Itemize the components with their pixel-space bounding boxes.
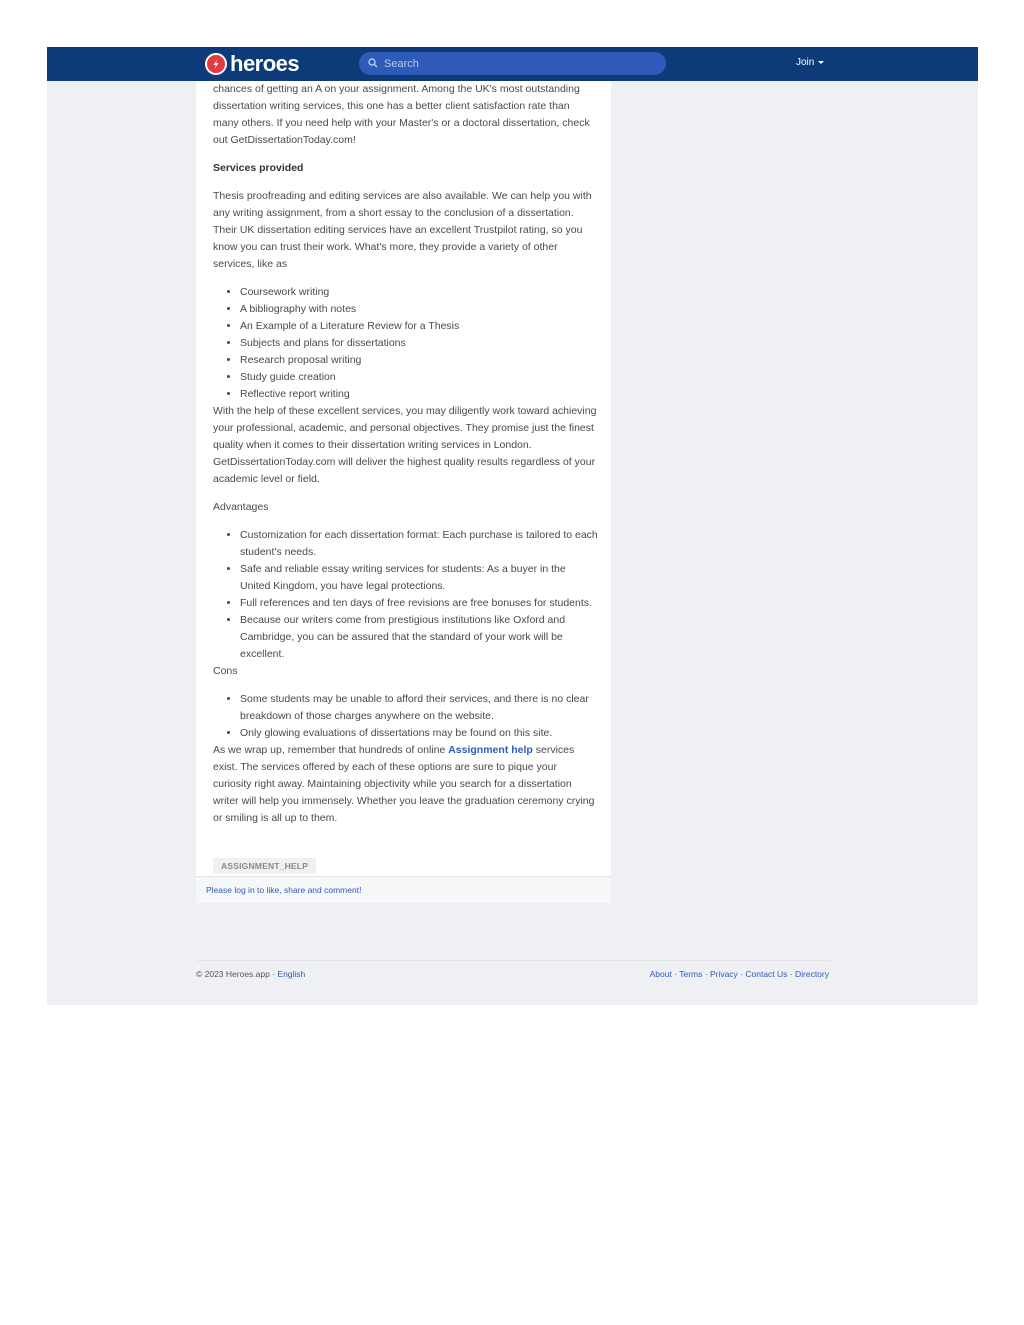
list-item: • Only glowing evaluations of dissertations may be found on this site. <box>240 725 598 742</box>
post-content <box>213 81 598 838</box>
footer-link-terms[interactable]: Terms <box>679 969 703 979</box>
list-item: • Full references and ten days of free revisions are free bonuses for students. <box>240 595 598 612</box>
separator: · <box>787 969 795 979</box>
cons-heading: Cons <box>213 665 238 677</box>
advantages-heading: Advantages <box>213 501 269 513</box>
join-label: Join <box>796 57 815 68</box>
caret-down-icon <box>818 61 824 64</box>
services-heading: Services provided <box>213 162 304 174</box>
separator: · <box>702 969 710 979</box>
list-item: • An Example of a Literature Review for a Thesis <box>240 318 598 335</box>
compass-icon <box>205 53 227 75</box>
search-icon <box>368 55 378 73</box>
browser-viewport <box>47 47 978 1005</box>
list-item: • Some students may be unable to afford their services, and there is no clear breakdown of those charges anywhere on the website. <box>240 691 598 725</box>
top-navbar <box>47 47 978 81</box>
footer-link-privacy[interactable]: Privacy <box>709 969 738 979</box>
footer-links <box>650 969 829 979</box>
conclusion-text-end: services exist. The services offered by each of these options are sure to pique your curiosity right away. Maintaining objectivity while you search for a dissertation writer will help you immensely. Whether you leave the graduation ceremony crying or smiling is all up to them. <box>213 744 595 824</box>
search-input[interactable] <box>384 58 654 70</box>
services-list <box>213 284 598 403</box>
paragraph-help: With the help of these excellent services, you may diligently work toward achieving your professional, academic, and personal objectives. They promise just the finest quality when it comes to their dissertation writing services in London. GetDissertationToday.com will deliver the highest quality results regardless of your academic level or field. <box>213 405 597 485</box>
paragraph-services: Thesis proofreading and editing services are also available. We can help you with any writing assignment, from a short essay to the conclusion of a dissertation. Their UK dissertation editing services have an excellent Trustpilot rating, so you know you can trust their work. What's more, they provide a variety of other services, like as <box>213 190 592 270</box>
hashtag-chip[interactable]: ASSIGNMENT_HELP <box>213 858 316 874</box>
heroes-logo[interactable] <box>205 52 299 76</box>
list-item: • Research proposal writing <box>240 352 598 369</box>
separator: · <box>269 969 278 979</box>
language-link[interactable]: English <box>277 969 306 979</box>
list-item: • Safe and reliable essay writing services for students: As a buyer in the United Kingdom, you have legal protections. <box>240 561 598 595</box>
list-item: • Reflective report writing <box>240 386 598 403</box>
footer-link-directory[interactable]: Directory <box>794 969 829 979</box>
footer-left <box>196 969 305 979</box>
post-card <box>196 81 611 903</box>
list-item: • A bibliography with notes <box>240 301 598 318</box>
page-footer <box>196 960 829 979</box>
list-item: • Subjects and plans for dissertations <box>240 335 598 352</box>
paragraph-conclusion <box>213 742 598 827</box>
assignment-help-link[interactable]: Assignment help <box>448 744 533 756</box>
separator: · <box>737 969 746 979</box>
join-dropdown[interactable] <box>796 57 824 68</box>
copyright-text: © 2023 Heroes.app <box>196 969 270 979</box>
footer-link-about[interactable]: About <box>649 969 672 979</box>
search-box[interactable] <box>359 52 666 75</box>
separator: · <box>671 969 680 979</box>
login-prompt[interactable]: Please log in to like, share and comment! <box>196 876 611 903</box>
footer-link-contact[interactable]: Contact Us <box>745 969 788 979</box>
list-item: • Coursework writing <box>240 284 598 301</box>
list-item: • Customization for each dissertation format: Each purchase is tailored to each student's needs. <box>240 527 598 561</box>
advantages-list <box>213 527 598 663</box>
conclusion-text-start: As we wrap up, remember that hundreds of online <box>213 744 449 756</box>
paragraph-intro: chances of getting an A on your assignment. Among the UK's most outstanding dissertation writing services, this one has a better client satisfaction rate than many others. If you need help with your Master's or a doctoral dissertation, check out GetDissertationToday.com! <box>213 83 590 146</box>
list-item: • Study guide creation <box>240 369 598 386</box>
cons-list <box>213 691 598 742</box>
list-item: • Because our writers come from prestigious institutions like Oxford and Cambridge, you can be assured that the standard of your work will be excellent. <box>240 612 598 663</box>
logo-text: heroes <box>230 51 300 76</box>
